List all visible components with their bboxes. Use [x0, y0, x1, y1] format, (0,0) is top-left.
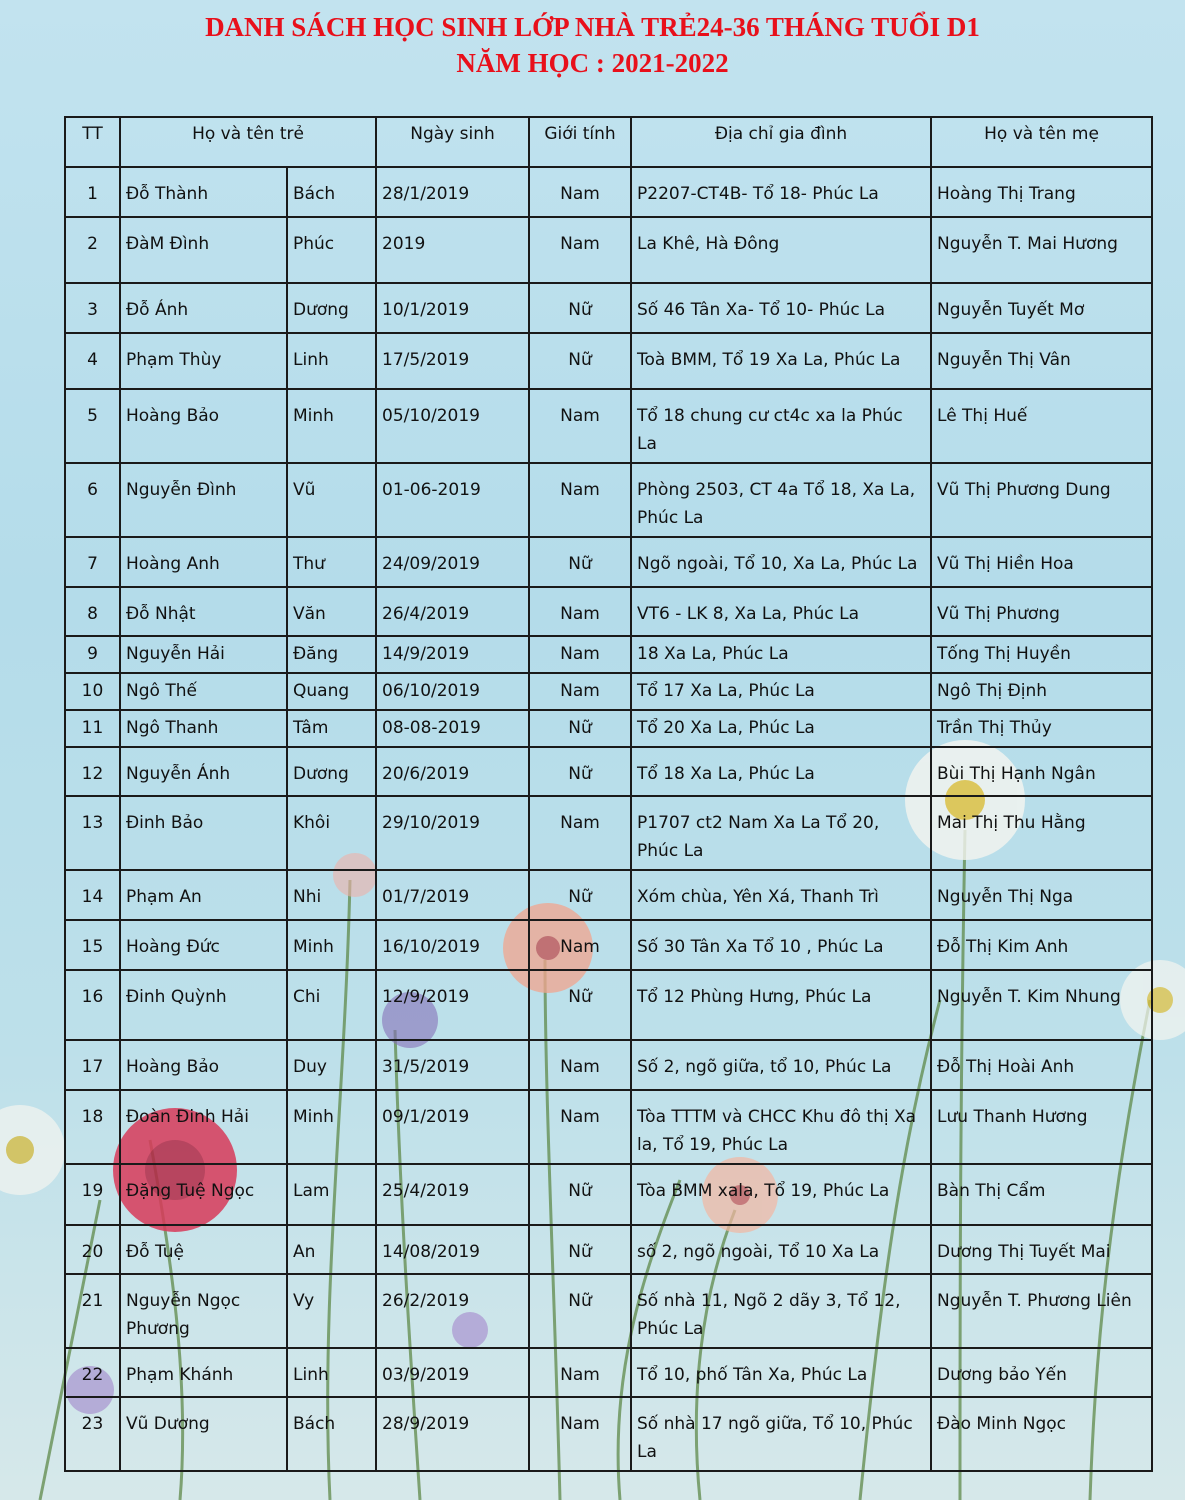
mother-name: Lê Thị Huế	[931, 389, 1152, 463]
student-list-table	[64, 116, 1153, 1472]
table-row	[65, 796, 1152, 870]
child-family-name: ĐàM Đình	[120, 217, 287, 283]
date-of-birth: 09/1/2019	[376, 1090, 529, 1164]
date-of-birth: 2019	[376, 217, 529, 283]
child-given-name: An	[287, 1225, 376, 1274]
child-given-name: Phúc	[287, 217, 376, 283]
child-given-name: Vũ	[287, 463, 376, 537]
child-given-name: Minh	[287, 389, 376, 463]
gender: Nữ	[529, 283, 631, 333]
family-address: La Khê, Hà Đông	[631, 217, 931, 283]
date-of-birth: 28/1/2019	[376, 167, 529, 217]
gender: Nam	[529, 920, 631, 970]
child-given-name: Dương	[287, 283, 376, 333]
row-number: 17	[65, 1040, 120, 1090]
row-number: 2	[65, 217, 120, 283]
mother-name: Hoàng Thị Trang	[931, 167, 1152, 217]
row-number: 4	[65, 333, 120, 389]
gender: Nữ	[529, 710, 631, 747]
header-gender: Giới tính	[529, 117, 631, 167]
child-family-name: Hoàng Đức	[120, 920, 287, 970]
family-address: Ngõ ngoài, Tổ 10, Xa La, Phúc La	[631, 537, 931, 587]
mother-name: Dương Thị Tuyết Mai	[931, 1225, 1152, 1274]
family-address: số 2, ngõ ngoài, Tổ 10 Xa La	[631, 1225, 931, 1274]
row-number: 18	[65, 1090, 120, 1164]
mother-name: Tống Thị Huyền	[931, 636, 1152, 673]
family-address: Tổ 18 chung cư ct4c xa la Phúc La	[631, 389, 931, 463]
gender: Nam	[529, 217, 631, 283]
row-number: 5	[65, 389, 120, 463]
family-address: Số 30 Tân Xa Tổ 10 , Phúc La	[631, 920, 931, 970]
gender: Nữ	[529, 970, 631, 1040]
mother-name: Lưu Thanh Hương	[931, 1090, 1152, 1164]
date-of-birth: 14/9/2019	[376, 636, 529, 673]
family-address: Tổ 12 Phùng Hưng, Phúc La	[631, 970, 931, 1040]
mother-name: Đỗ Thị Kim Anh	[931, 920, 1152, 970]
child-given-name: Dương	[287, 747, 376, 796]
child-family-name: Đỗ Ánh	[120, 283, 287, 333]
family-address: Số 2, ngõ giữa, tổ 10, Phúc La	[631, 1040, 931, 1090]
table-header-row	[65, 117, 1152, 167]
mother-name: Mai Thị Thu Hằng	[931, 796, 1152, 870]
child-given-name: Linh	[287, 1348, 376, 1397]
family-address: Xóm chùa, Yên Xá, Thanh Trì	[631, 870, 931, 920]
child-given-name: Chi	[287, 970, 376, 1040]
row-number: 22	[65, 1348, 120, 1397]
child-family-name: Đặng Tuệ Ngọc	[120, 1164, 287, 1225]
family-address: Tổ 20 Xa La, Phúc La	[631, 710, 931, 747]
table-row	[65, 389, 1152, 463]
gender: Nam	[529, 673, 631, 710]
gender: Nữ	[529, 1225, 631, 1274]
table-row	[65, 970, 1152, 1040]
gender: Nam	[529, 1040, 631, 1090]
table-row	[65, 636, 1152, 673]
child-given-name: Văn	[287, 587, 376, 636]
date-of-birth: 26/4/2019	[376, 587, 529, 636]
family-address: P2207-CT4B- Tổ 18- Phúc La	[631, 167, 931, 217]
family-address: Số nhà 11, Ngõ 2 dãy 3, Tổ 12, Phúc La	[631, 1274, 931, 1348]
table-row	[65, 587, 1152, 636]
child-family-name: Đinh Quỳnh	[120, 970, 287, 1040]
white-daisy-icon	[0, 1105, 65, 1195]
family-address: Tổ 17 Xa La, Phúc La	[631, 673, 931, 710]
header-dob: Ngày sinh	[376, 117, 529, 167]
mother-name: Vũ Thị Phương Dung	[931, 463, 1152, 537]
gender: Nam	[529, 796, 631, 870]
table-row	[65, 217, 1152, 283]
mother-name: Nguyễn T. Phương Liên	[931, 1274, 1152, 1348]
child-family-name: Đỗ Tuệ	[120, 1225, 287, 1274]
mother-name: Dương bảo Yến	[931, 1348, 1152, 1397]
date-of-birth: 31/5/2019	[376, 1040, 529, 1090]
family-address: Tòa TTTM và CHCC Khu đô thị Xa la, Tổ 19, Phúc La	[631, 1090, 931, 1164]
row-number: 14	[65, 870, 120, 920]
child-family-name: Hoàng Bảo	[120, 1040, 287, 1090]
date-of-birth: 01-06-2019	[376, 463, 529, 537]
family-address: Toà BMM, Tổ 19 Xa La, Phúc La	[631, 333, 931, 389]
table-row	[65, 1348, 1152, 1397]
table-row	[65, 673, 1152, 710]
family-address: Số 46 Tân Xa- Tổ 10- Phúc La	[631, 283, 931, 333]
row-number: 8	[65, 587, 120, 636]
mother-name: Vũ Thị Phương	[931, 587, 1152, 636]
child-family-name: Nguyễn Hải	[120, 636, 287, 673]
row-number: 10	[65, 673, 120, 710]
gender: Nam	[529, 1348, 631, 1397]
child-family-name: Ngô Thanh	[120, 710, 287, 747]
child-given-name: Tâm	[287, 710, 376, 747]
gender: Nam	[529, 389, 631, 463]
table-row	[65, 537, 1152, 587]
mother-name: Bùi Thị Hạnh Ngân	[931, 747, 1152, 796]
gender: Nam	[529, 636, 631, 673]
mother-name: Bàn Thị Cẩm	[931, 1164, 1152, 1225]
date-of-birth: 25/4/2019	[376, 1164, 529, 1225]
date-of-birth: 03/9/2019	[376, 1348, 529, 1397]
child-given-name: Quang	[287, 673, 376, 710]
row-number: 7	[65, 537, 120, 587]
table-row	[65, 920, 1152, 970]
child-given-name: Bách	[287, 1397, 376, 1471]
mother-name: Đào Minh Ngọc	[931, 1397, 1152, 1471]
table-row	[65, 1225, 1152, 1274]
family-address: Tòa BMM xala, Tổ 19, Phúc La	[631, 1164, 931, 1225]
row-number: 11	[65, 710, 120, 747]
table-row	[65, 1397, 1152, 1471]
child-family-name: Nguyễn Đình	[120, 463, 287, 537]
gender: Nữ	[529, 333, 631, 389]
mother-name: Nguyễn Thị Vân	[931, 333, 1152, 389]
header-mother: Họ và tên mẹ	[931, 117, 1152, 167]
child-family-name: Phạm Khánh	[120, 1348, 287, 1397]
gender: Nam	[529, 167, 631, 217]
gender: Nữ	[529, 870, 631, 920]
child-family-name: Vũ Dương	[120, 1397, 287, 1471]
table-row	[65, 283, 1152, 333]
row-number: 16	[65, 970, 120, 1040]
gender: Nữ	[529, 1164, 631, 1225]
row-number: 15	[65, 920, 120, 970]
table-row	[65, 747, 1152, 796]
family-address: Tổ 18 Xa La, Phúc La	[631, 747, 931, 796]
child-given-name: Linh	[287, 333, 376, 389]
row-number: 19	[65, 1164, 120, 1225]
mother-name: Ngô Thị Định	[931, 673, 1152, 710]
date-of-birth: 12/9/2019	[376, 970, 529, 1040]
child-given-name: Thư	[287, 537, 376, 587]
family-address: 18 Xa La, Phúc La	[631, 636, 931, 673]
family-address: P1707 ct2 Nam Xa La Tổ 20, Phúc La	[631, 796, 931, 870]
header-child-name: Họ và tên trẻ	[120, 117, 376, 167]
header-address: Địa chỉ gia đình	[631, 117, 931, 167]
row-number: 13	[65, 796, 120, 870]
child-family-name: Đinh Bảo	[120, 796, 287, 870]
date-of-birth: 06/10/2019	[376, 673, 529, 710]
child-family-name: Hoàng Anh	[120, 537, 287, 587]
mother-name: Vũ Thị Hiền Hoa	[931, 537, 1152, 587]
date-of-birth: 24/09/2019	[376, 537, 529, 587]
row-number: 6	[65, 463, 120, 537]
child-family-name: Phạm An	[120, 870, 287, 920]
mother-name: Đỗ Thị Hoài Anh	[931, 1040, 1152, 1090]
mother-name: Trần Thị Thủy	[931, 710, 1152, 747]
date-of-birth: 05/10/2019	[376, 389, 529, 463]
table-row	[65, 1040, 1152, 1090]
child-family-name: Phạm Thùy	[120, 333, 287, 389]
mother-name: Nguyễn T. Kim Nhung	[931, 970, 1152, 1040]
date-of-birth: 08-08-2019	[376, 710, 529, 747]
gender: Nữ	[529, 747, 631, 796]
child-given-name: Duy	[287, 1040, 376, 1090]
child-family-name: Hoàng Bảo	[120, 389, 287, 463]
date-of-birth: 20/6/2019	[376, 747, 529, 796]
child-given-name: Đăng	[287, 636, 376, 673]
table-row	[65, 1090, 1152, 1164]
date-of-birth: 14/08/2019	[376, 1225, 529, 1274]
page-title: DANH SÁCH HỌC SINH LỚP NHÀ TRẺ24-36 THÁNG TUỔI D1	[205, 12, 980, 42]
date-of-birth: 29/10/2019	[376, 796, 529, 870]
table-row	[65, 1164, 1152, 1225]
row-number: 1	[65, 167, 120, 217]
date-of-birth: 16/10/2019	[376, 920, 529, 970]
mother-name: Nguyễn Tuyết Mơ	[931, 283, 1152, 333]
child-family-name: Đoàn Đinh Hải	[120, 1090, 287, 1164]
child-given-name: Minh	[287, 920, 376, 970]
mother-name: Nguyễn T. Mai Hương	[931, 217, 1152, 283]
child-given-name: Nhi	[287, 870, 376, 920]
child-family-name: Nguyễn Ánh	[120, 747, 287, 796]
row-number: 9	[65, 636, 120, 673]
family-address: Phòng 2503, CT 4a Tổ 18, Xa La, Phúc La	[631, 463, 931, 537]
child-family-name: Ngô Thế	[120, 673, 287, 710]
family-address: VT6 - LK 8, Xa La, Phúc La	[631, 587, 931, 636]
gender: Nam	[529, 587, 631, 636]
row-number: 3	[65, 283, 120, 333]
child-given-name: Vy	[287, 1274, 376, 1348]
gender: Nam	[529, 463, 631, 537]
gender: Nữ	[529, 537, 631, 587]
date-of-birth: 17/5/2019	[376, 333, 529, 389]
table-row	[65, 463, 1152, 537]
table-row	[65, 710, 1152, 747]
table-row	[65, 1274, 1152, 1348]
child-family-name: Nguyễn Ngọc Phương	[120, 1274, 287, 1348]
table-row	[65, 167, 1152, 217]
row-number: 23	[65, 1397, 120, 1471]
row-number: 21	[65, 1274, 120, 1348]
family-address: Số nhà 17 ngõ giữa, Tổ 10, Phúc La	[631, 1397, 931, 1471]
mother-name: Nguyễn Thị Nga	[931, 870, 1152, 920]
child-given-name: Bách	[287, 167, 376, 217]
gender: Nam	[529, 1090, 631, 1164]
child-family-name: Đỗ Thành	[120, 167, 287, 217]
date-of-birth: 28/9/2019	[376, 1397, 529, 1471]
school-year-title: NĂM HỌC : 2021-2022	[456, 48, 729, 78]
row-number: 20	[65, 1225, 120, 1274]
child-given-name: Khôi	[287, 796, 376, 870]
family-address: Tổ 10, phố Tân Xa, Phúc La	[631, 1348, 931, 1397]
date-of-birth: 10/1/2019	[376, 283, 529, 333]
date-of-birth: 26/2/2019	[376, 1274, 529, 1348]
header-tt: TT	[65, 117, 120, 167]
row-number: 12	[65, 747, 120, 796]
child-family-name: Đỗ Nhật	[120, 587, 287, 636]
child-given-name: Lam	[287, 1164, 376, 1225]
table-row	[65, 870, 1152, 920]
date-of-birth: 01/7/2019	[376, 870, 529, 920]
gender: Nữ	[529, 1274, 631, 1348]
gender: Nam	[529, 1397, 631, 1471]
table-row	[65, 333, 1152, 389]
child-given-name: Minh	[287, 1090, 376, 1164]
